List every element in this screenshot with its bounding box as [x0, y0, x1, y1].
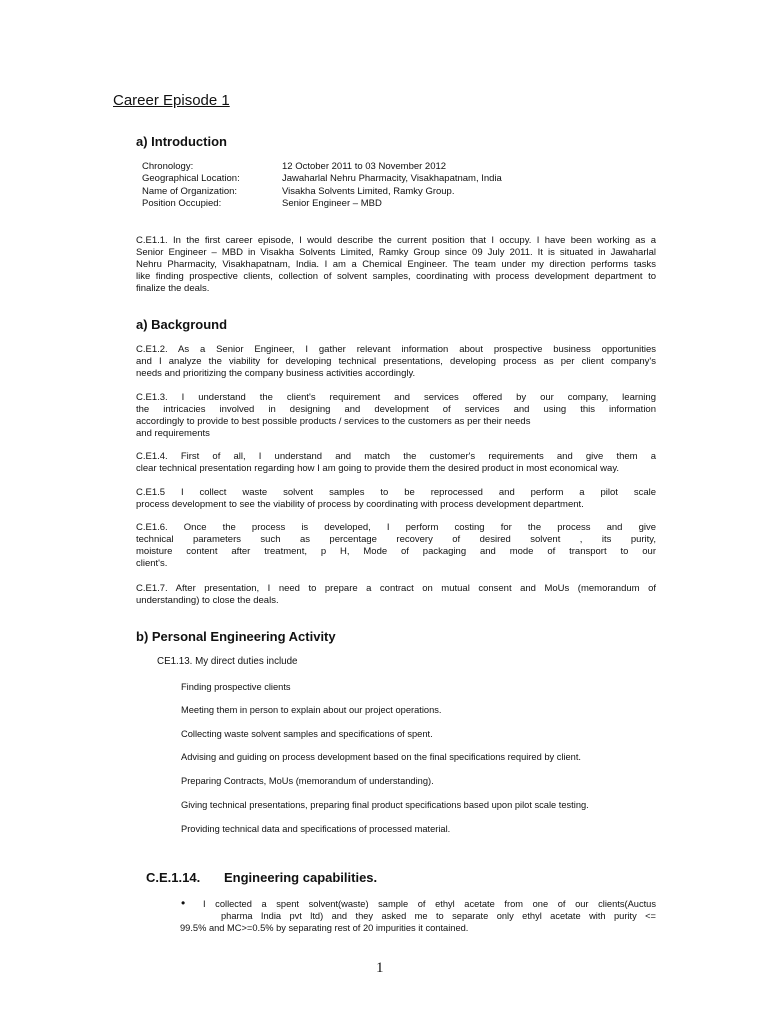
- personal-activity-heading: b) Personal Engineering Activity: [136, 629, 336, 644]
- duty-item: Finding prospective clients: [181, 682, 291, 692]
- capability-bullet-text: [181, 898, 656, 934]
- paragraph-line: C.E1.1. In the first career episode, I would describe the current position that I occupy. I have been working as a: [136, 235, 656, 246]
- background-heading: a) Background: [136, 317, 228, 332]
- introduction-heading: a) Introduction: [136, 134, 227, 149]
- bullet-line: I collected a spent solvent(waste) sample of ethyl acetate from one of our clients(Auctus: [203, 899, 656, 909]
- info-label: Name of Organization:: [142, 185, 238, 197]
- info-value: Senior Engineer – MBD: [282, 197, 382, 209]
- duty-item: Providing technical data and specifications of processed material.: [181, 824, 451, 834]
- paragraph-line: Senior Engineer – MBD in Visakha Solvents Limited, Ramky Group since 09 July 2011. It is situated in Jawaharlal: [136, 246, 656, 258]
- capabilities-number: C.E.1.14.: [146, 870, 201, 885]
- paragraph-line: understanding) to close the deals.: [136, 594, 279, 606]
- paragraph-ce1-6: [136, 522, 656, 570]
- paragraph-line: clear technical presentation regarding how I am going to provide them the desired product in most economical way.: [136, 462, 620, 474]
- paragraph-line: C.E1.2. As a Senior Engineer, I gather relevant information about prospective business opportunities: [136, 344, 656, 355]
- paragraph-line: technical parameters such as percentage recovery of desired solvent , its purity,: [136, 533, 656, 545]
- info-value: 12 October 2011 to 03 November 2012: [282, 161, 447, 172]
- paragraph-ce1-2: [136, 344, 656, 380]
- duty-item: Giving technical presentations, preparing final product specifications based upon pilot scale testing.: [181, 800, 589, 810]
- paragraph-line: finalize the deals.: [136, 282, 210, 294]
- info-label: Position Occupied:: [142, 197, 222, 209]
- paragraph-ce1-4: [136, 451, 656, 475]
- info-label: Geographical Location:: [142, 173, 240, 185]
- paragraph-line: and I analyze the viability for developing technical presentations, developing process as per client company's: [136, 355, 656, 367]
- paragraph-line: Nehru Pharmacity, Visakhapatnam, India. I am a Chemical Engineer. The team under my direction performs tasks: [136, 258, 656, 270]
- page-title: Career Episode 1: [113, 92, 230, 109]
- paragraph-line: C.E1.6. Once the process is developed, I perform costing for the process and give: [136, 522, 656, 533]
- paragraph-line: accordingly to provide to best possible products / services to the customers as per their needs: [136, 415, 531, 427]
- capabilities-heading: Engineering capabilities.: [224, 870, 378, 885]
- paragraph-ce1-5: [136, 487, 656, 511]
- duty-item: Preparing Contracts, MoUs (memorandum of understanding).: [181, 776, 434, 786]
- paragraph-ce1-7: [136, 583, 656, 607]
- info-value: Jawaharlal Nehru Pharmacity, Visakhapatnam, India: [282, 173, 502, 185]
- duties-intro: CE1.13. My direct duties include: [157, 656, 298, 667]
- info-label: Chronology:: [142, 161, 194, 172]
- paragraph-line: needs and prioritizing the company business activities accordingly.: [136, 367, 416, 379]
- paragraph-line: moisture content after treatment, p H, Mode of packaging and mode of transport to our: [136, 545, 656, 557]
- bullet-icon: •: [181, 896, 186, 910]
- paragraph-line: the intricacies involved in designing and development of services and using this information: [136, 403, 656, 415]
- paragraph-ce1-3: [136, 392, 656, 440]
- paragraph-line: like finding prospective clients, collection of solvent samples, coordinating with process development department to: [136, 270, 656, 282]
- paragraph-line: C.E1.4. First of all, I understand and match the customer's requirements and give them a: [136, 451, 656, 462]
- paragraph-line: client's.: [136, 557, 168, 569]
- duty-item: Advising and guiding on process development based on the final specifications required by client.: [181, 752, 582, 762]
- info-value: Visakha Solvents Limited, Ramky Group.: [282, 185, 455, 197]
- paragraph-ce1-1: [136, 235, 656, 294]
- paragraph-line: and requirements: [136, 427, 210, 439]
- duty-item: Meeting them in person to explain about our project operations.: [181, 705, 442, 715]
- page-number: 1: [376, 960, 384, 976]
- paragraph-line: C.E1.5 I collect waste solvent samples to be reprocessed and perform a pilot scale: [136, 487, 656, 498]
- bullet-line: 99.5% and MC>=0.5% by separating rest of 20 impurities it contained.: [180, 923, 469, 933]
- duty-item: Collecting waste solvent samples and specifications of spent.: [181, 729, 433, 739]
- paragraph-line: process development to see the viability of process by coordinating with process development department.: [136, 498, 584, 510]
- paragraph-line: C.E1.7. After presentation, I need to prepare a contract on mutual consent and MoUs (memorandum of: [136, 583, 656, 594]
- paragraph-line: C.E1.3. I understand the client's requirement and services offered by our company, learning: [136, 392, 656, 403]
- bullet-line: pharma India pvt ltd) and they asked me to separate only ethyl acetate with purity <=: [221, 911, 656, 921]
